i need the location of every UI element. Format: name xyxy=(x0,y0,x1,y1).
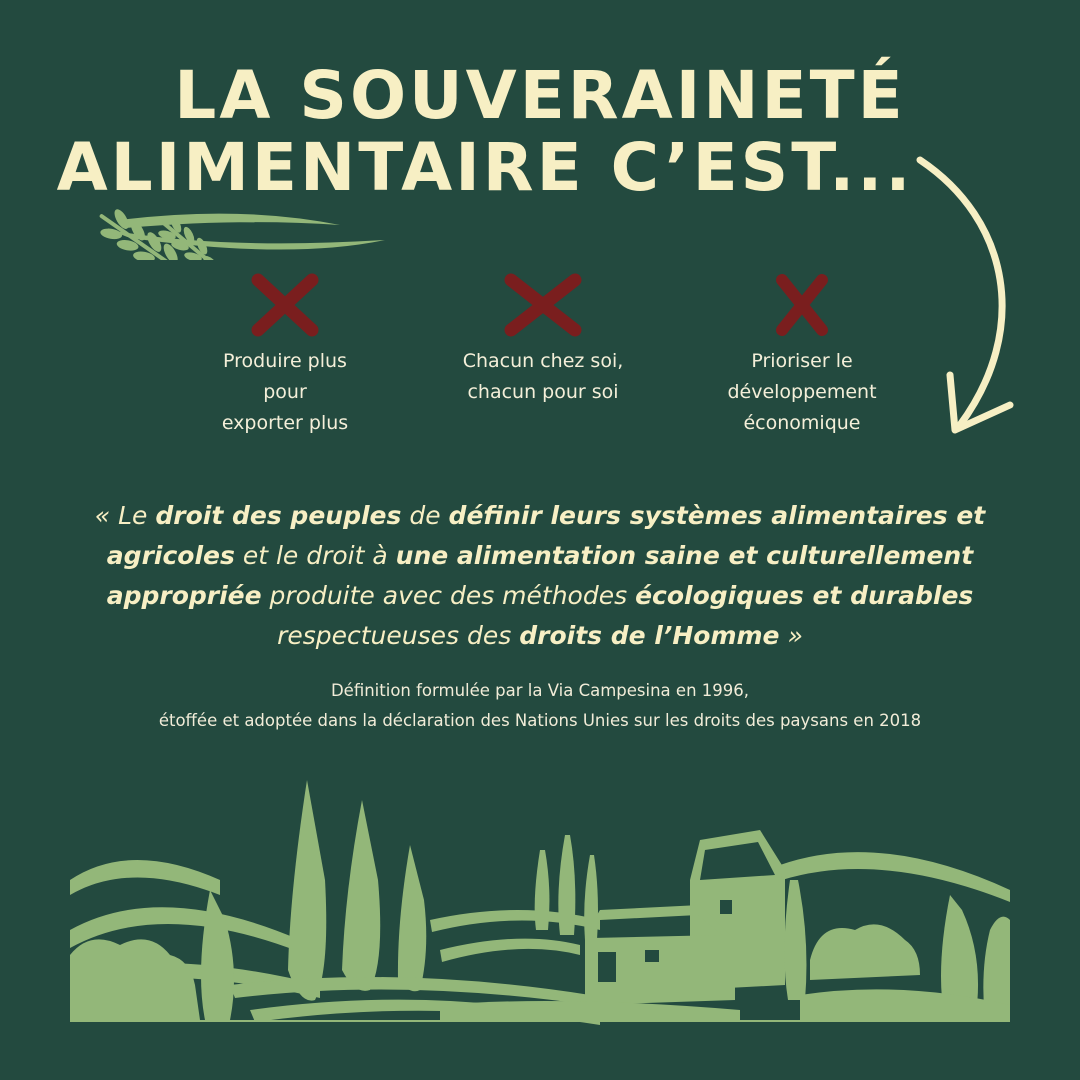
not-item-each-for-self xyxy=(433,272,653,408)
title-line-1: LA SOUVERAINETÉ xyxy=(174,57,906,134)
quote-text: « Le xyxy=(94,501,156,530)
cross-icon xyxy=(250,272,320,338)
quote-text: de xyxy=(401,501,449,530)
quote-emphasis: définir leurs systèmes alimentaires et agricoles xyxy=(106,501,986,570)
not-item-text: Prioriser le développement économique xyxy=(727,350,877,434)
title-line-2: ALIMENTAIRE C’EST... xyxy=(56,129,914,206)
quote-emphasis: écologiques et durables xyxy=(635,581,974,610)
quote-text: et le droit à xyxy=(234,541,396,570)
quote-text: respectueuses des xyxy=(277,621,520,650)
quote-emphasis: une alimentation saine et culturellement appropriée xyxy=(106,541,974,610)
curved-arrow-icon xyxy=(900,150,1030,450)
not-item-text: Chacun chez soi, chacun pour soi xyxy=(462,350,624,403)
source-line-1: Définition formulée par la Via Campesina en 1996, xyxy=(330,681,750,700)
not-item-text: Produire plus pour exporter plus xyxy=(221,350,349,434)
definition-source xyxy=(0,676,1080,736)
cross-icon xyxy=(503,272,583,338)
countryside-illustration xyxy=(0,770,1080,1030)
not-item-economic xyxy=(692,272,912,439)
quote-text: » xyxy=(779,621,803,650)
not-item-produce xyxy=(175,272,395,439)
quote-emphasis: droits de l’Homme xyxy=(519,621,780,650)
wheat-icon xyxy=(40,110,400,260)
cross-icon xyxy=(772,272,832,338)
definition-quote xyxy=(40,496,1040,656)
source-line-2: étoffée et adoptée dans la déclaration des Nations Unies sur les droits des paysans en 2018 xyxy=(158,711,922,730)
quote-text: produite avec des méthodes xyxy=(261,581,636,610)
quote-emphasis: droit des peuples xyxy=(155,501,402,530)
